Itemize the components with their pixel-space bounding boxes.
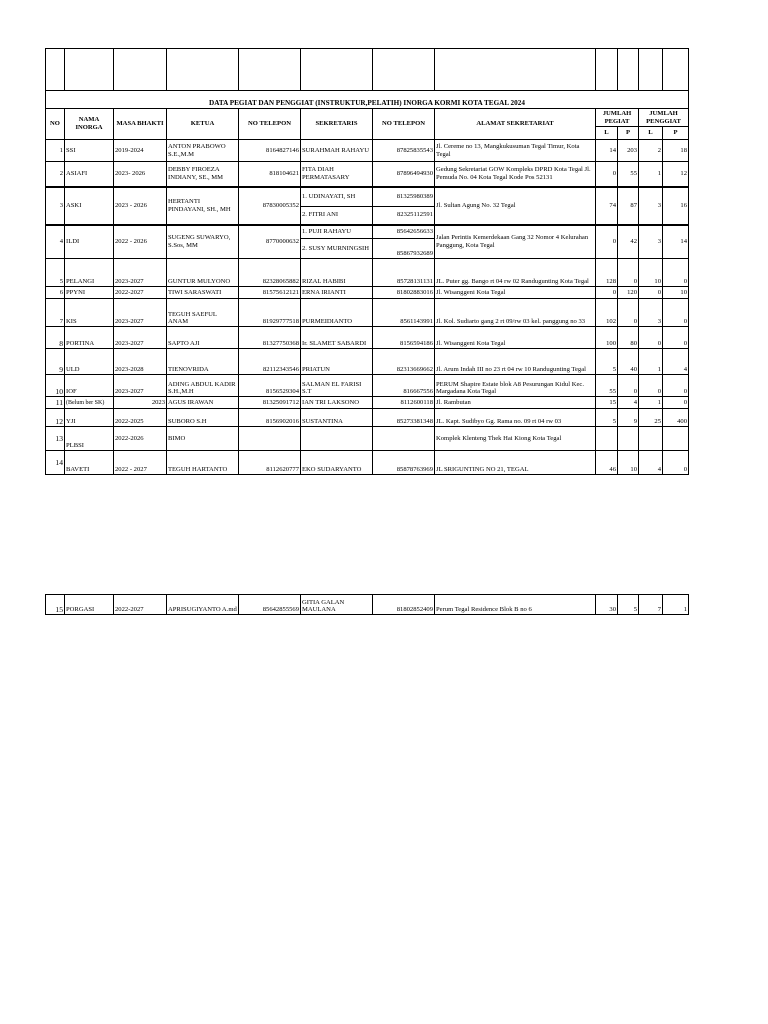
- cell-alamat: Jl. Rambutan: [435, 397, 596, 409]
- cell-penggiat-p: 4: [663, 349, 689, 375]
- cell-penggiat-p: 10: [663, 287, 689, 299]
- cell-alamat: Perum Tegal Residence Blok B no 6: [435, 595, 596, 615]
- cell-ketua: HERTANTI PINDAYANI, SH., MH: [167, 187, 239, 225]
- cell-ketua: SAPTO AJI: [167, 327, 239, 349]
- cell-telp-sekretaris: 87825835543: [373, 140, 435, 162]
- header-no: NO: [46, 109, 65, 140]
- cell-pegiat-p: [618, 427, 639, 451]
- cell-telp-sekretaris: 87896494930: [373, 162, 435, 187]
- cell-telp-ketua: 8770000632: [239, 225, 301, 259]
- cell-alamat: PERUM Shapire Estate blok A8 Pesurungan Kidul Kec. Margadana Kota Tegal: [435, 375, 596, 397]
- cell-pegiat-l: 5: [596, 349, 618, 375]
- cell-pegiat-l: 55: [596, 375, 618, 397]
- cell-telp-sekretaris: [373, 427, 435, 451]
- cell-penggiat-l: 25: [639, 409, 663, 427]
- cell-pegiat-p: 10: [618, 451, 639, 475]
- cell-telp-ketua: 818104621: [239, 162, 301, 187]
- cell-telp-sekretaris: 81325980389: [373, 187, 435, 207]
- cell-penggiat-l: 1: [639, 162, 663, 187]
- cell-ketua: BIMO: [167, 427, 239, 451]
- cell-pegiat-p: 5: [618, 595, 639, 615]
- cell-pegiat-p: 0: [618, 299, 639, 327]
- header-penggiat-p: P: [663, 127, 689, 140]
- cell-penggiat-l: 10: [639, 259, 663, 287]
- cell-telp-sekretaris: 8156594186: [373, 327, 435, 349]
- cell-ketua: GUNTUR MULYONO: [167, 259, 239, 287]
- cell-masa: 2023-2027: [114, 259, 167, 287]
- cell-masa: 2022-2026: [114, 427, 167, 451]
- cell-masa: 2023- 2026: [114, 162, 167, 187]
- cell-pegiat-l: 0: [596, 287, 618, 299]
- table-row: [46, 397, 689, 409]
- cell-sekretaris: [301, 427, 373, 451]
- cell-telp-sekretaris-2: 82325112591: [373, 207, 435, 225]
- cell-penggiat-l: [639, 427, 663, 451]
- header-no-telepon-ketua: NO TELEPON: [239, 109, 301, 140]
- cell-sekretaris: Ir. SLAMET SABARDI: [301, 327, 373, 349]
- cell-pegiat-l: 46: [596, 451, 618, 475]
- cell-penggiat-l: 7: [639, 595, 663, 615]
- cell-ketua: SUBORO S.H: [167, 409, 239, 427]
- cell-penggiat-l: 3: [639, 187, 663, 225]
- cell-no: 8: [46, 327, 65, 349]
- cell-sekretaris-2: 2. SUSY MURNINGSIH: [301, 239, 373, 259]
- cell-nama: ILDI: [65, 225, 114, 259]
- cell-alamat: Jl. Wisanggeni Kota Tegal: [435, 327, 596, 349]
- cell-no: 13: [46, 427, 65, 451]
- cell-penggiat-l: 0: [639, 287, 663, 299]
- cell-telp-ketua: 8156902016: [239, 409, 301, 427]
- table-row: [46, 327, 689, 349]
- cell-pegiat-p: 203: [618, 140, 639, 162]
- cell-penggiat-p: 0: [663, 375, 689, 397]
- header-no-telepon-sekretaris: NO TELEPON: [373, 109, 435, 140]
- cell-telp-ketua: 8164827146: [239, 140, 301, 162]
- cell-penggiat-p: 14: [663, 225, 689, 259]
- cell-masa: 2023-2027: [114, 299, 167, 327]
- cell-alamat: Jl. Kol. Sudiarto gang 2 rt 09/rw 03 kel. panggung no 33: [435, 299, 596, 327]
- header-alamat: ALAMAT SEKRETARIAT: [435, 109, 596, 140]
- cell-telp-sekretaris: 81802883016: [373, 287, 435, 299]
- cell-pegiat-p: 87: [618, 187, 639, 225]
- cell-sekretaris: IAN TRI LAKSONO: [301, 397, 373, 409]
- cell-telp-ketua: 81325091712: [239, 397, 301, 409]
- cell-alamat: Jalan Perintis Kemerdekaan Gang 32 Nomor 4 Kelurahan Panggung, Kota Tegal: [435, 225, 596, 259]
- cell-penggiat-p: [663, 427, 689, 451]
- cell-sekretaris: 1. PUJI RAHAYU: [301, 225, 373, 239]
- cell-masa: 2023 - 2026: [114, 187, 167, 225]
- cell-sekretaris: 1. UDINAYATI, SH: [301, 187, 373, 207]
- cell-ketua: TEGUH SAEFUL ANAM: [167, 299, 239, 327]
- cell-nama: ASKI: [65, 187, 114, 225]
- cell-telp-sekretaris: 85273381348: [373, 409, 435, 427]
- cell-pegiat-p: 9: [618, 409, 639, 427]
- cell-ketua: ADING ABDUL KADIR S.H.,M.H: [167, 375, 239, 397]
- cell-nama: PELANGI: [65, 259, 114, 287]
- cell-telp-ketua: 85642855569: [239, 595, 301, 615]
- cell-masa: 2022 - 2026: [114, 225, 167, 259]
- cell-masa: 2019-2024: [114, 140, 167, 162]
- cell-telp-sekretaris: 85878763969: [373, 451, 435, 475]
- column-header-row: [46, 109, 689, 127]
- cell-no: 1: [46, 140, 65, 162]
- cell-pegiat-l: 30: [596, 595, 618, 615]
- cell-telp-sekretaris: 85728131131: [373, 259, 435, 287]
- table-row: [46, 259, 689, 287]
- cell-penggiat-p: 1: [663, 595, 689, 615]
- cell-nama: PORTINA: [65, 327, 114, 349]
- cell-telp-ketua: [239, 427, 301, 451]
- table-row: [46, 299, 689, 327]
- cell-penggiat-p: 16: [663, 187, 689, 225]
- cell-ketua: TIWI SARASWATI: [167, 287, 239, 299]
- table-row: [46, 451, 689, 475]
- cell-telp-ketua: 81327750368: [239, 327, 301, 349]
- cell-nama: ULD: [65, 349, 114, 375]
- cell-masa: 2023-2027: [114, 327, 167, 349]
- cell-no: 7: [46, 299, 65, 327]
- cell-nama: YJI: [65, 409, 114, 427]
- cell-penggiat-l: 4: [639, 451, 663, 475]
- cell-penggiat-l: 2: [639, 140, 663, 162]
- cell-no: 10: [46, 375, 65, 397]
- cell-no: 14: [46, 451, 65, 475]
- cell-ketua: SUGENG SUWARYO, S.Sos, MM: [167, 225, 239, 259]
- table-row: [46, 162, 689, 187]
- cell-telp-sekretaris: 82313669662: [373, 349, 435, 375]
- data-table-lower: [45, 594, 689, 615]
- cell-alamat: JL. Kapt. Sudibyo Gg. Rama no. 09 rt 04 rw 03: [435, 409, 596, 427]
- cell-telp-sekretaris: 8112600118: [373, 397, 435, 409]
- cell-alamat: JL. Puter gg. Bango rt 04 rw 02 Randugunting Kota Tegal: [435, 259, 596, 287]
- cell-sekretaris: EKO SUDARYANTO: [301, 451, 373, 475]
- empty-header-row: [46, 49, 689, 91]
- cell-telp-ketua: 8112620777: [239, 451, 301, 475]
- cell-sekretaris: SALMAN EL FARISI S.T: [301, 375, 373, 397]
- cell-pegiat-l: 74: [596, 187, 618, 225]
- cell-ketua: TEGUH HARTANTO: [167, 451, 239, 475]
- cell-penggiat-p: 0: [663, 397, 689, 409]
- cell-masa: 2022-2025: [114, 409, 167, 427]
- header-jumlah-penggiat: JUMLAH PENGGIAT: [639, 109, 689, 127]
- cell-pegiat-p: 42: [618, 225, 639, 259]
- cell-masa: 2022-2027: [114, 287, 167, 299]
- cell-nama: KIS: [65, 299, 114, 327]
- cell-sekretaris: ERNA IRIANTI: [301, 287, 373, 299]
- cell-no: 2: [46, 162, 65, 187]
- cell-telp-ketua: 82112343546: [239, 349, 301, 375]
- cell-penggiat-p: 400: [663, 409, 689, 427]
- cell-pegiat-l: 128: [596, 259, 618, 287]
- cell-alamat: Jl. Cereme no 13, Mangkukusuman Tegal Timur, Kota Tegal: [435, 140, 596, 162]
- cell-telp-sekretaris-2: 85867932689: [373, 239, 435, 259]
- cell-masa: 2023: [114, 397, 167, 409]
- cell-penggiat-l: 1: [639, 397, 663, 409]
- cell-nama: BAVETI: [65, 451, 114, 475]
- cell-masa: 2022 - 2027: [114, 451, 167, 475]
- cell-penggiat-p: 0: [663, 259, 689, 287]
- spreadsheet: [45, 48, 688, 475]
- table-row: [46, 409, 689, 427]
- cell-no: 9: [46, 349, 65, 375]
- cell-penggiat-p: 12: [663, 162, 689, 187]
- cell-ketua: ANTON PRABOWO S.E.,M.M: [167, 140, 239, 162]
- cell-alamat: Komplek Klenteng Thek Hai Kiong Kota Tegal: [435, 427, 596, 451]
- cell-sekretaris: PRIATUN: [301, 349, 373, 375]
- table-row: [46, 287, 689, 299]
- cell-sekretaris: PURMEIDIANTO: [301, 299, 373, 327]
- cell-penggiat-p: 18: [663, 140, 689, 162]
- cell-telp-sekretaris: 8561143991: [373, 299, 435, 327]
- cell-ketua: TIENOVRIDA: [167, 349, 239, 375]
- cell-penggiat-p: 0: [663, 451, 689, 475]
- cell-pegiat-l: 0: [596, 162, 618, 187]
- cell-nama: PPYNI: [65, 287, 114, 299]
- cell-telp-ketua: 87830005352: [239, 187, 301, 225]
- cell-no: 15: [46, 595, 65, 615]
- header-ketua: KETUA: [167, 109, 239, 140]
- cell-alamat: Jl. Sultan Agung No. 32 Tegal: [435, 187, 596, 225]
- table-row: [46, 225, 689, 239]
- cell-penggiat-p: 0: [663, 327, 689, 349]
- cell-telp-ketua: 81929777518: [239, 299, 301, 327]
- cell-no: 6: [46, 287, 65, 299]
- cell-penggiat-l: 0: [639, 375, 663, 397]
- header-jumlah-pegiat: JUMLAH PEGIAT: [596, 109, 639, 127]
- table-row: [46, 595, 689, 615]
- cell-telp-ketua: 81575612121: [239, 287, 301, 299]
- cell-sekretaris: SUSTANTINA: [301, 409, 373, 427]
- cell-pegiat-l: 0: [596, 225, 618, 259]
- header-sekretaris: SEKRETARIS: [301, 109, 373, 140]
- cell-pegiat-p: 4: [618, 397, 639, 409]
- cell-pegiat-p: 55: [618, 162, 639, 187]
- cell-penggiat-l: 1: [639, 349, 663, 375]
- cell-sekretaris: FITA DIAH PERMATASARY: [301, 162, 373, 187]
- cell-alamat: Jl. Arum Indah III no 23 rt 04 rw 10 Randugunting Tegal: [435, 349, 596, 375]
- table-row: [46, 349, 689, 375]
- cell-penggiat-l: 0: [639, 327, 663, 349]
- cell-pegiat-l: 14: [596, 140, 618, 162]
- cell-sekretaris: RIZAL HABIBI: [301, 259, 373, 287]
- cell-penggiat-l: 3: [639, 299, 663, 327]
- cell-nama: (Belum ber SK): [65, 397, 114, 409]
- cell-nama: SSI: [65, 140, 114, 162]
- cell-pegiat-p: 80: [618, 327, 639, 349]
- cell-pegiat-p: 0: [618, 375, 639, 397]
- cell-pegiat-l: [596, 427, 618, 451]
- cell-pegiat-p: 40: [618, 349, 639, 375]
- cell-no: 11: [46, 397, 65, 409]
- header-pegiat-p: P: [618, 127, 639, 140]
- cell-pegiat-p: 0: [618, 259, 639, 287]
- cell-sekretaris: SURAHMAH RAHAYU: [301, 140, 373, 162]
- cell-telp-sekretaris: 816667556: [373, 375, 435, 397]
- cell-sekretaris-2: 2. FITRI ANI: [301, 207, 373, 225]
- cell-sekretaris: GITIA GALAN MAULANA: [301, 595, 373, 615]
- header-masa-bhakti: MASA BHAKTI: [114, 109, 167, 140]
- cell-pegiat-l: 5: [596, 409, 618, 427]
- cell-masa: 2023-2028: [114, 349, 167, 375]
- cell-pegiat-l: 102: [596, 299, 618, 327]
- cell-telp-ketua: 82328065882: [239, 259, 301, 287]
- document-title: DATA PEGIAT DAN PENGGIAT (INSTRUKTUR,PELATIH) INORGA KORMI KOTA TEGAL 2024: [209, 99, 525, 108]
- cell-pegiat-l: 15: [596, 397, 618, 409]
- table-row: [46, 187, 689, 207]
- cell-nama: PLBSI: [65, 427, 114, 451]
- cell-nama: ASIAFI: [65, 162, 114, 187]
- cell-nama: IOF: [65, 375, 114, 397]
- cell-ketua: DEBBY FIROEZA INDIANY, SE., MM: [167, 162, 239, 187]
- cell-no: 12: [46, 409, 65, 427]
- cell-penggiat-l: 3: [639, 225, 663, 259]
- cell-pegiat-p: 120: [618, 287, 639, 299]
- cell-alamat: Gedung Sekretariat GOW Kompleks DPRD Kota Tegal Jl. Pemuda No. 04 Kota Tegal Kode Pos 52131: [435, 162, 596, 187]
- cell-pegiat-l: 100: [596, 327, 618, 349]
- cell-masa: 2023-2027: [114, 375, 167, 397]
- cell-penggiat-p: 0: [663, 299, 689, 327]
- cell-no: 3: [46, 187, 65, 225]
- cell-ketua: AGUS IRAWAN: [167, 397, 239, 409]
- cell-telp-sekretaris: 85642656633: [373, 225, 435, 239]
- cell-no: 5: [46, 259, 65, 287]
- table-row: [46, 140, 689, 162]
- cell-no: 4: [46, 225, 65, 259]
- cell-telp-sekretaris: 81802852409: [373, 595, 435, 615]
- table-row: [46, 427, 689, 451]
- table-row: [46, 375, 689, 397]
- header-pegiat-l: L: [596, 127, 618, 140]
- cell-alamat: Jl. Wisanggeni Kota Tegal: [435, 287, 596, 299]
- cell-telp-ketua: 8156529304: [239, 375, 301, 397]
- header-penggiat-l: L: [639, 127, 663, 140]
- cell-masa: 2022-2027: [114, 595, 167, 615]
- header-nama-inorga: NAMA INORGA: [65, 109, 114, 140]
- data-table: [45, 48, 689, 475]
- cell-alamat: JL SRIGUNTING NO 21, TEGAL: [435, 451, 596, 475]
- spreadsheet-lower: [45, 594, 688, 615]
- cell-nama: PORGASI: [65, 595, 114, 615]
- cell-ketua: APRISUGIYANTO A.md: [167, 595, 239, 615]
